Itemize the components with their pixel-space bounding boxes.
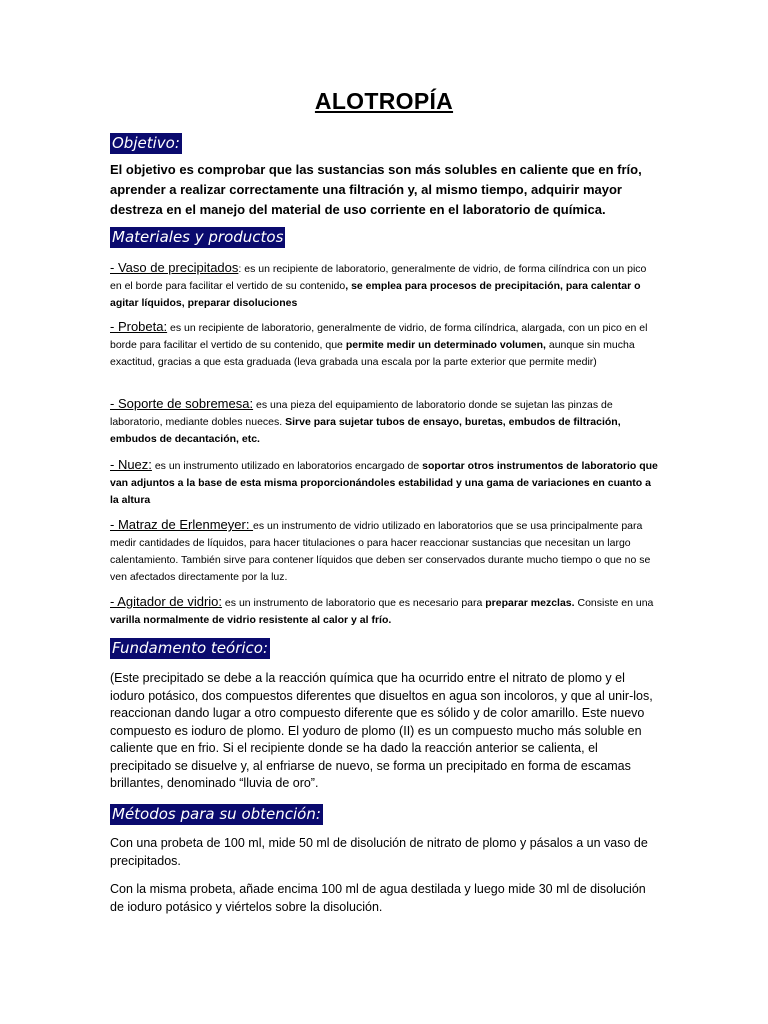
page-title: ALOTROPÍA bbox=[314, 88, 454, 114]
section-header-objetivo: Objetivo: bbox=[112, 134, 180, 152]
material-item-probeta bbox=[110, 318, 658, 371]
fundamento-paragraph: (Este precipitado se debe a la reacción química que ha ocurrido entre el nitrato de plomo y el ioduro potásico, dos compuestos diferentes que disueltos en agua son incoloros, y que al unir-los, reaccionan dando lugar a otro compuesto diferente que es sólido y de color amarillo. Este nuevo compuesto es ioduro de plomo. El yoduro de plomo (II) es un compuesto mucho más soluble en caliente que en frio. Si el recipiente donde se ha dado la reacción anterior se calienta, el precipitado se disuelve y, al enfriarse de nuevo, se forma un precipitado en forma de escamas brillantes, denominado “lluvia de oro”. bbox=[110, 671, 653, 790]
metodos-paragraph-2: Con la misma probeta, añade encima 100 ml de agua destilada y luego mide 30 ml de disolución de ioduro potásico y viértelos sobre la disolución. bbox=[110, 882, 646, 914]
material-term: - Probeta: bbox=[110, 319, 168, 334]
material-text: es un recipiente de laboratorio, generalmente de vidrio, de forma cilíndrica, alargada, con un pico en el borde para facilitar el vertido de su contenido, que bbox=[110, 322, 648, 351]
material-text: es una pieza del equipamiento de laboratorio donde se sujetan las pinzas de laboratorio, mediante dobles nueces. bbox=[110, 399, 613, 428]
material-bold-text: , se emplea para procesos de precipitación, para calentar o agitar líquidos, preparar disoluciones bbox=[110, 280, 641, 309]
material-text: es un instrumento de vidrio utilizado en laboratorios que se usa principalmente para medir cantidades de líquidos, para hacer titulaciones o para hacer reaccionar sustancias que necesitan un largo calentamiento. También sirve para contener líquidos que deben ser conservados durante mucho tiempo o que no se ven afectados directamente por la luz. bbox=[110, 520, 651, 583]
material-text: es un instrumento utilizado en laboratorios encargado de bbox=[151, 460, 423, 472]
material-bold-text: preparar mezclas. bbox=[485, 597, 575, 609]
material-text: es un instrumento de laboratorio que es necesario para bbox=[222, 597, 486, 609]
material-bold-text: soportar otros instrumentos de laboratorio que van adjuntos a la base de esta misma proporcionándoles estabilidad y una gama de variaciones en cuanto a la altura bbox=[110, 460, 658, 506]
material-item-agitador bbox=[110, 593, 658, 629]
material-item-nuez bbox=[110, 456, 658, 509]
material-bold-text: permite medir un determinado volumen, bbox=[345, 339, 546, 351]
material-item-matraz bbox=[110, 516, 658, 586]
material-bold-text: Sirve para sujetar tubos de ensayo, buretas, embudos de filtración, embudos de decantación, etc. bbox=[110, 416, 621, 445]
material-text: es un recipiente de laboratorio, generalmente de vidrio, de forma cilíndrica con un pico en el borde para facilitar el vertido de su contenido bbox=[110, 263, 647, 292]
material-term: - Soporte de sobremesa: bbox=[110, 396, 254, 411]
material-sep: : bbox=[238, 263, 242, 275]
metodos-paragraph-1: Con una probeta de 100 ml, mide 50 ml de disolución de nitrato de plomo y pásalos a un vaso de precipitados. bbox=[110, 836, 648, 868]
section-header-materiales: Materiales y productos bbox=[112, 228, 284, 246]
material-term: - Vaso de precipitados bbox=[110, 260, 239, 275]
material-tail: aunque sin mucha exactitud, gracias a que esta graduada (leva grabada una escala por la parte exterior que permite medir) bbox=[110, 339, 635, 368]
section-header-metodos: Métodos para su obtención: bbox=[112, 805, 321, 823]
material-bold-text-2: varilla normalmente de vidrio resistente al calor y al frío. bbox=[110, 614, 392, 626]
material-tail: Consiste en una bbox=[574, 597, 654, 609]
material-term: - Agitador de vidrio: bbox=[110, 594, 223, 609]
section-header-fundamento: Fundamento teórico: bbox=[112, 639, 269, 657]
material-term: - Nuez: bbox=[110, 457, 152, 472]
material-item-soporte bbox=[110, 395, 658, 448]
material-term: - Matraz de Erlenmeyer: bbox=[110, 517, 254, 532]
objetivo-paragraph: El objetivo es comprobar que las sustancias son más solubles en caliente que en frío, aprender a realizar correctamente una filtración y, al mismo tiempo, adquirir mayor destreza en el manejo del material de uso corriente en el laboratorio de química. bbox=[110, 162, 642, 217]
material-item-vaso bbox=[110, 259, 658, 312]
